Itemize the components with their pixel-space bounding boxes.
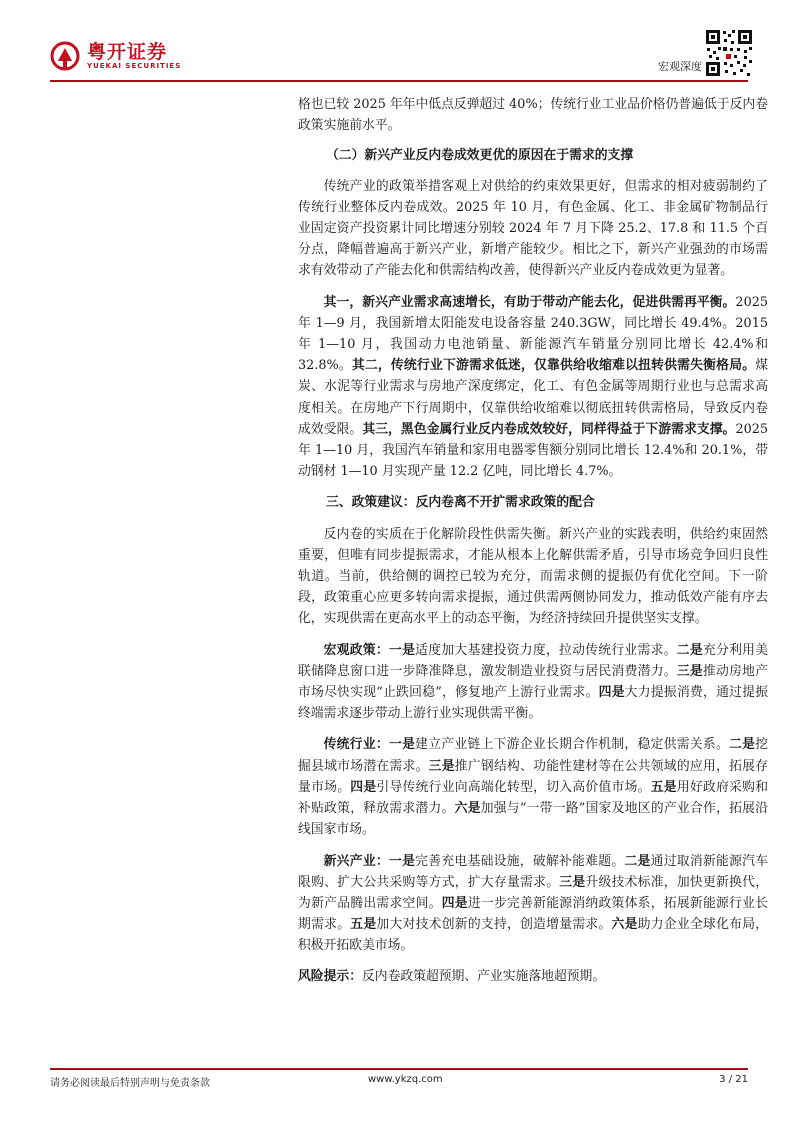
item-marker: 三是 [676, 663, 703, 679]
item-text: 加大对技术创新的支持，创造增量需求。 [376, 917, 612, 933]
page-number: 3 / 21 [719, 1074, 748, 1085]
footer-disclaimer: 请务必阅读最后特别声明与免责条款 [50, 1078, 210, 1089]
item-text: 完善充电基础设施，破解补能难题。 [415, 853, 625, 869]
macro-policy-label: 宏观政策： [323, 642, 389, 658]
header-divider [50, 80, 748, 82]
report-type-label: 宏观深度 [658, 60, 702, 73]
item-marker: 六是 [611, 917, 638, 933]
company-logo [50, 41, 181, 71]
item-text: 加强与“一带一路”国家及地区的产业合作，拓展沿线国家市场。 [298, 801, 769, 838]
section-heading-2: （二）新兴产业反内卷成效更优的原因在于需求的支撑 [326, 148, 634, 164]
footer-url[interactable]: www.ykzq.com [368, 1074, 443, 1085]
item-text: 助力企业全球化布局，积极开拓欧美市场。 [298, 917, 769, 954]
item-text: 进一步完善新能源消纳政策体系，拓展新能源行业长期需求。 [298, 895, 769, 933]
emerging-industry-label: 新兴产业： [323, 853, 389, 869]
item-marker: 一是 [389, 853, 416, 869]
risk-label: 风险提示： [298, 968, 362, 984]
item-text: 引导传统行业向高端化转型，切入高价值市场。 [376, 779, 651, 795]
item-marker: 一是 [389, 737, 416, 753]
paragraph-risk-warning [298, 966, 768, 987]
section-heading-3: 三、政策建议：反内卷离不开扩需求政策的配合 [326, 495, 595, 511]
report-body [298, 94, 768, 987]
item-text: 升级技术标准，加快更新换代，为新产品腾出需求空间。 [298, 874, 769, 911]
paragraph-traditional-industry [298, 734, 768, 840]
item-marker: 二是 [676, 642, 703, 658]
item-text: 充分利用美联储降息窗口进一步降准降息，激发制造业投资与居民消费潜力。 [298, 642, 769, 679]
item-text: 挖掘县域市场潜在需求。 [298, 737, 769, 774]
item-marker: 五是 [350, 917, 377, 933]
item-marker: 三是 [559, 874, 586, 890]
traditional-industry-label: 传统行业： [323, 737, 389, 753]
item-text: 通过取消新能源汽车限购、扩大公共采购等方式，扩大存量需求。 [298, 853, 769, 890]
paragraph-policy-summary: 反内卷的实质在于化解阶段性供需失衡。新兴产业的实践表明，供给约束固然重要，但唯有同步提振需求，才能从根本上化解供需矛盾，引导市场竞争回归良性轨道。当前，供给侧的调控已较为充分，而需求侧的提振仍有优化空间。下一阶段，政策重心应更多转向需求提振，通过供需两侧协同发力，推动低效产能有序去化，实现供需在更高水平上的动态平衡，为经济持续回升提供坚实支撑。 [298, 526, 768, 627]
item-text: 大力提振消费，通过提振终端需求逐步带动上游行业实现供需平衡。 [298, 685, 769, 722]
item-marker: 三是 [428, 758, 455, 774]
reason-3-text: 2025 年 1—10 月，我国汽车销量和家用电器零售额分别同比增长 12.4%和 20.1%，带动钢材 1—10 月实现产量 12.2 亿吨，同比增长 4.7%。 [298, 421, 769, 480]
qr-code-icon [704, 28, 754, 78]
item-text: 用好政府采购和补贴政策，释放需求潜力。 [298, 779, 769, 817]
footer-divider [50, 1068, 748, 1070]
reason-1-text: 2025 年 1—9 月，我国新增太阳能发电设备容量 240.3GW，同比增长 49.4%。2015 年 1—10 月，我国动力电池销量、新能源汽车销量分别同比增长 42.4%和 32.8%。 [298, 294, 768, 374]
paragraph-continued: 格也已较 2025 年年中低点反弹超过 40%；传统行业工业品价格仍普遍低于反内卷政策实施前水平。 [298, 97, 768, 134]
paragraph-demand-support: 传统产业的政策举措客观上对供给的约束效果更好，但需求的相对疲弱制约了传统行业整体反内卷成效。2025 年 10 月，有色金属、化工、非金属矿物制品行业固定资产投资累计同比增速分别较 2024 年 7 月下降 25.2、17.8 和 11.5 个百分点，降幅普遍高于新兴产业，新增产能较少。相比之下，新兴产业强劲的市场需求有效带动了产能去化和供需结构改善，使得新兴产业反内卷成效更为显著。 [298, 178, 768, 279]
logo-name-cn: 粤开证券 [87, 40, 168, 63]
item-marker: 二是 [624, 853, 651, 869]
yuekai-logo-icon [50, 41, 80, 71]
item-marker: 六是 [454, 801, 481, 817]
item-text: 推广钢结构、功能性建材等在公共领域的应用，拓展存量市场。 [298, 758, 769, 795]
paragraph-macro-policy [298, 640, 768, 725]
page-header [0, 0, 794, 90]
risk-text: 反内卷政策超预期、产业实施落地超预期。 [361, 968, 606, 984]
item-marker: 一是 [389, 642, 416, 658]
logo-name-en: YUEKAI SECURITIES [87, 61, 182, 70]
item-text: 推动房地产市场尽快实现“止跌回稳”，修复地产上游行业需求。 [298, 663, 769, 701]
item-marker: 四是 [350, 779, 377, 795]
item-marker: 二是 [729, 737, 756, 753]
item-marker: 四是 [598, 685, 625, 701]
reason-1-heading: 其一，新兴产业需求高速增长，有助于带动产能去化，促进供需再平衡。 [323, 294, 736, 310]
item-marker: 五是 [650, 779, 677, 795]
item-text: 适度加大基建投资力度，拉动传统行业需求。 [415, 642, 677, 658]
item-text: 建立产业链上下游企业长期合作机制，稳定供需关系。 [415, 737, 730, 753]
reason-2-heading: 其二，传统行业下游需求低迷，仅靠供给收缩难以扭转供需失衡格局。 [351, 358, 756, 374]
paragraph-emerging-industry [298, 851, 768, 957]
reason-2-text: 煤炭、水泥等行业需求与房地产深度绑定，化工、有色金属等周期行业也与总需求高度相关。在房地产下行周期中，仅靠供给收缩难以彻底扭转供需格局，导致反内卷成效受限。 [298, 358, 769, 437]
item-marker: 四是 [441, 895, 468, 911]
reason-3-heading: 其三，黑色金属行业反内卷成效较好，同样得益于下游需求支撑。 [362, 421, 736, 437]
paragraph-three-reasons [298, 292, 768, 483]
